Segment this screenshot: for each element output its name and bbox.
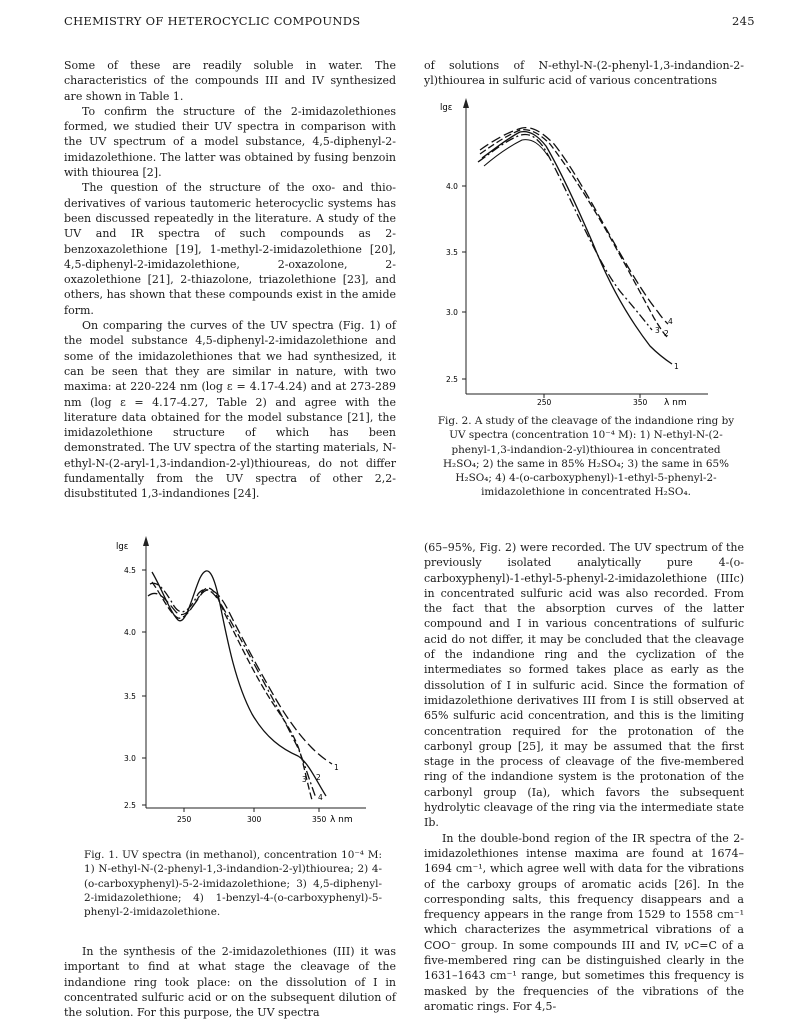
y-tick-label: 4.0 [124, 628, 136, 637]
paragraph: In the double-bond region of the IR spectra of the 2-imidazolethiones intense maxima are found at 1674–1694 cm⁻¹, which agree well with data for the vibrations of the carboxy groups of aromatic acids [26]. In the corresponding salts, this frequency disappears and a frequency appears in the range from 1529 to 1558 cm⁻¹ which characterizes the asymmetrical vibrations of a COO⁻ group. In some compounds III and IV, νC=C of a five-membered ring can be distinguished clearly in the 1631–1643 cm⁻¹ range, but sometimes this frequency is masked by the frequencies of the vibrations of the aromatic rings. For 4,5- [424, 831, 744, 1013]
x-axis-label: λ nm [330, 815, 353, 825]
curve-label: 3 [655, 326, 660, 335]
right-column-top [424, 58, 744, 89]
y-tick-label: 3.5 [446, 248, 458, 257]
curve-1 [152, 571, 326, 796]
paragraph: of solutions of N-ethyl-N-(2-phenyl-1,3-indandion-2-yl)thiourea in sulfuric acid of various concentrations [424, 59, 744, 88]
curve-label: 1 [334, 763, 339, 772]
right-column-lower [424, 540, 744, 1014]
figure-1-plot [104, 534, 374, 834]
y-tick-label: 3.0 [446, 308, 458, 317]
x-tick-label: 250 [537, 398, 552, 406]
paragraph: Some of these are readily soluble in water. The characteristics of the compounds III and IV synthesized are shown in Table 1. [64, 59, 396, 103]
paragraph: The question of the structure of the oxo- and thio-derivatives of various tautomeric heterocyclic systems has been discussed repeatedly in the literature. A study of the UV and IR spectra of such compounds as 2-benzoxazolethione [19], 1-methyl-2-imidazolethione [20], 4,5-diphenyl-2-imidazolethione, 2-oxazolone, 2-oxazolethione [21], 2-thiazolone, triazolethione [23], and others, has shown that these compounds exist in the amide form. [64, 181, 396, 317]
figure-2-caption: Fig. 2. A study of the cleavage of the indandione ring by UV spectra (concentration 10⁻⁴ M): 1) N-ethyl-N-(2-phenyl-1,3-indandion-2-yl)thiourea in concentrated H₂SO₄; 2) the same in 85% H₂SO₄; 3) the same in 65% H₂SO₄; 4) 4-(o-carboxyphenyl)-1-ethyl-5-phenyl-2-imidazolethione in concentrated H₂SO₄. [437, 415, 735, 499]
x-tick-label: 350 [633, 398, 648, 406]
x-tick-label: 250 [177, 815, 192, 824]
curve-label: 1 [674, 362, 679, 371]
paragraph: (65–95%, Fig. 2) were recorded. The UV spectrum of the previously isolated analytically pure 4-(o-carboxyphenyl)-1-ethyl-5-phenyl-2-imidazolethione (IIIc) in concentrated sulfuric acid was also recorded. From the fact that the absorption curves of the latter compound and I in various concentrations of sulfuric acid do not differ, it may be concluded that the cleavage of the indandione ring and the cyclization of the intermediates so formed takes place as early as the dissolution of I in sulfuric acid. Since the formation of imidazolethione derivatives III from I is still observed at 65% sulfuric acid concentration, and this is the limiting concentration required for the protonation of the carbonyl group [25], it may be assumed that the first stage in the process of cleavage of the five-membered ring of the indandione system is the protonation of the carbonyl group (Ia), which favors the subsequent hydrolytic cleavage of the ring via the intermediate state Ib. [424, 541, 744, 830]
figure-2-plot [424, 96, 714, 406]
y-tick-label: 2.5 [124, 801, 136, 810]
y-axis-label: lgε [116, 542, 129, 552]
x-tick-label: 350 [312, 815, 327, 824]
curve-2 [480, 130, 668, 338]
journal-title: CHEMISTRY OF HETEROCYCLIC COMPOUNDS [64, 14, 361, 28]
paragraph: On comparing the curves of the UV spectra (Fig. 1) of the model substance 4,5-diphenyl-2-imidazolethione and some of the imidazolethiones that we had synthesized, it can be seen that they are similar in nature, with two maxima: at 220-224 nm (log ε = 4.17-4.24) and at 273-289 nm (log ε = 4.17-4.27, Table 2) and agree with the literature data obtained for the model substance [21], the imidazolethione structure of which has been demonstrated. The UV spectra of the starting materials, N-ethyl-N-(2-aryl-1,3-indandion-2-yl)thioureas, do not differ fundamentally from the UV spectra of other 2,2-disubstituted 1,3-indandiones [24]. [64, 319, 396, 501]
y-tick-label: 3.0 [124, 754, 136, 763]
curve-4 [480, 128, 668, 324]
x-tick-label: 300 [247, 815, 262, 824]
curve-label: 4 [318, 793, 323, 802]
curve-label: 4 [668, 317, 673, 326]
paragraph: To confirm the structure of the 2-imidazolethiones formed, we studied their UV spectra in comparison with the UV spectrum of a model substance, 4,5-diphenyl-2-imidazolethione. The latter was obtained by fusing benzoin with thiourea [2]. [64, 104, 396, 180]
page-number: 245 [732, 14, 755, 28]
x-axis-label: λ nm [664, 398, 687, 406]
figure-1-caption: Fig. 1. UV spectra (in methanol), concentration 10⁻⁴ M: 1) N-ethyl-N-(2-phenyl-1,3-indandion-2-yl)thiourea; 2) 4-(o-carboxyphenyl)-5-2-imidazolethione; 3) 4,5-diphenyl-2-imidazolethione; 4) 1-benzyl-4-(o-carboxyphenyl)-5-phenyl-2-imidazolethione. [84, 849, 382, 919]
paragraph: In the synthesis of the 2-imidazolethiones (III) it was important to find at what stage the cleavage of the indandione ring took place: on the dissolution of I in concentrated sulfuric acid or on the subsequent dilution of the solution. For this purpose, the UV spectra [64, 945, 396, 1020]
y-tick-label: 2.5 [446, 375, 458, 384]
y-tick-label: 3.5 [124, 692, 136, 701]
curve-label: 3 [302, 775, 307, 784]
y-tick-label: 4.0 [446, 182, 458, 191]
curve-label: 2 [316, 773, 321, 782]
y-tick-label: 4.5 [124, 566, 136, 575]
left-column-upper [64, 58, 396, 502]
left-column-lower [64, 944, 396, 1020]
curve-1 [482, 132, 672, 364]
y-axis-label: lgε [440, 103, 453, 113]
curve-2 [152, 582, 312, 800]
curve-label: 2 [664, 329, 669, 338]
